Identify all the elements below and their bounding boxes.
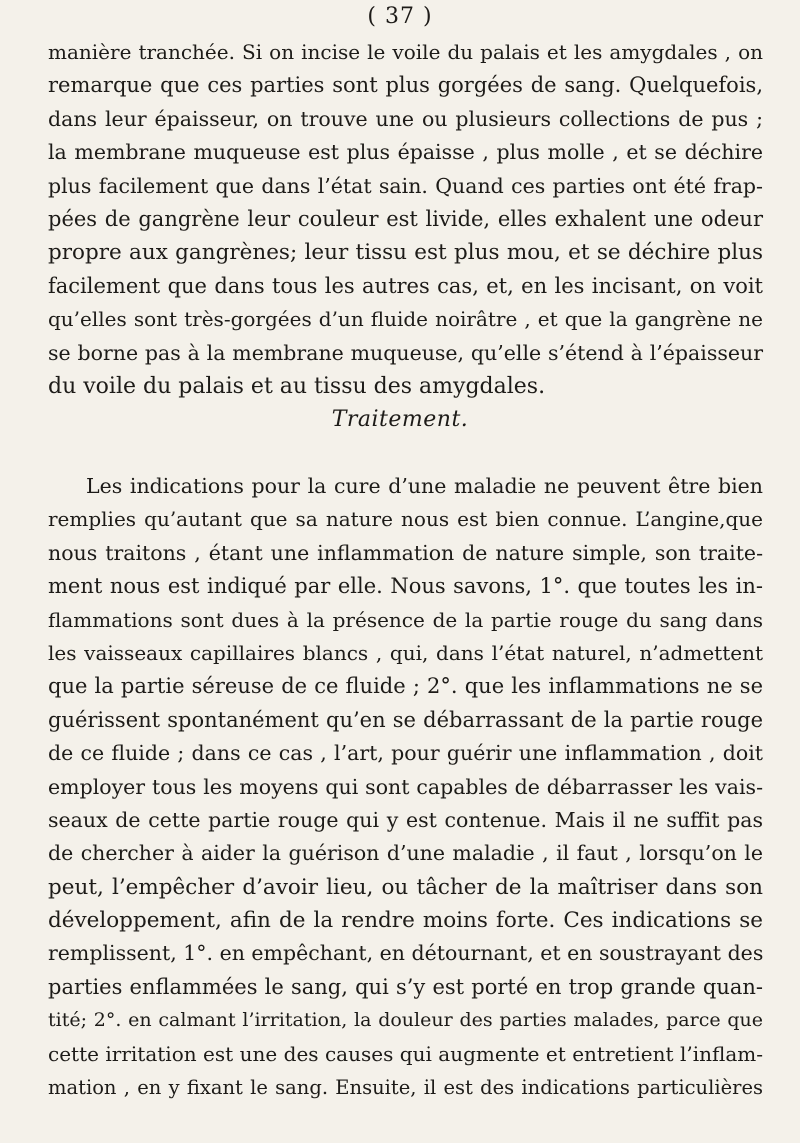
text-line: peut, l’empêcher d’avoir lieu, ou tâcher de la maîtriser dans son: [48, 874, 763, 900]
text-line: nous traitons , étant une inflammation de nature simple, son traite-: [48, 540, 763, 565]
text-line: dans leur épaisseur, on trouve une ou plusieurs collections de pus ;: [48, 106, 763, 131]
text-line: employer tous les moyens qui sont capables de débarrasser les vais-: [48, 774, 763, 799]
page-number: ( 37 ): [367, 4, 433, 29]
text-line: qu’elles sont très-gorgées d’un fluide noirâtre , et que la gangrène ne: [48, 307, 763, 332]
paragraph-1: [48, 36, 763, 403]
paragraph-2: [48, 470, 763, 1104]
section-heading: Traitement.: [331, 407, 469, 432]
text-line: guérissent spontanément qu’en se débarrassant de la partie rouge: [48, 707, 763, 732]
text-line: mation , en y fixant le sang. Ensuite, il est des indications particulières: [48, 1076, 763, 1100]
text-line: remarque que ces parties sont plus gorgées de sang. Quelquefois,: [48, 73, 763, 98]
text-line: cette irritation est une des causes qui augmente et entretient l’inflam-: [48, 1041, 763, 1066]
text-line: la membrane muqueuse est plus épaisse , plus molle , et se déchire: [48, 140, 763, 165]
text-line: de ce fluide ; dans ce cas , l’art, pour guérir une inflammation , doit: [48, 741, 763, 766]
text-line: manière tranchée. Si on incise le voile du palais et les amygdales , on: [48, 40, 763, 64]
text-line: les vaisseaux capillaires blancs , qui, dans l’état naturel, n’admettent: [48, 640, 763, 665]
text-line: flammations sont dues à la présence de la partie rouge du sang dans: [48, 607, 763, 632]
text-line: remplissent, 1°. en empêchant, en détournant, et en soustrayant des: [48, 941, 764, 966]
text-line: plus facilement que dans l’état sain. Quand ces parties ont été frap-: [48, 173, 763, 198]
text-line: de chercher à aider la guérison d’une maladie , il faut , lorsqu’on le: [48, 841, 763, 866]
text-line: remplies qu’autant que sa nature nous est bien connue. L’angine,que: [48, 507, 763, 532]
text-line: ment nous est indiqué par elle. Nous savons, 1°. que toutes les in-: [48, 574, 763, 599]
text-line: Les indications pour la cure d’une maladie ne peuvent être bien: [86, 474, 763, 498]
text-line: du voile du palais et au tissu des amygdales.: [48, 373, 546, 399]
text-line: facilement que dans tous les autres cas, et, en les incisant, on voit: [48, 273, 763, 298]
text-line: seaux de cette partie rouge qui y est contenue. Mais il ne suffit pas: [48, 807, 763, 832]
text-line: développement, afin de la rendre moins forte. Ces indications se: [48, 908, 763, 934]
text-line: tité; 2°. en calmant l’irritation, la douleur des parties malades, parce que: [48, 1009, 763, 1032]
text-line: se borne pas à la membrane muqueuse, qu’elle s’étend à l’épaisseur: [48, 340, 763, 365]
text-line: que la partie séreuse de ce fluide ; 2°. que les inflammations ne se: [48, 674, 763, 699]
text-line: pées de gangrène leur couleur est livide, elles exhalent une odeur: [48, 206, 763, 231]
text-line: parties enflammées le sang, qui s’y est porté en trop grande quan-: [48, 974, 763, 999]
text-line: propre aux gangrènes; leur tissu est plus mou, et se déchire plus: [48, 240, 763, 266]
